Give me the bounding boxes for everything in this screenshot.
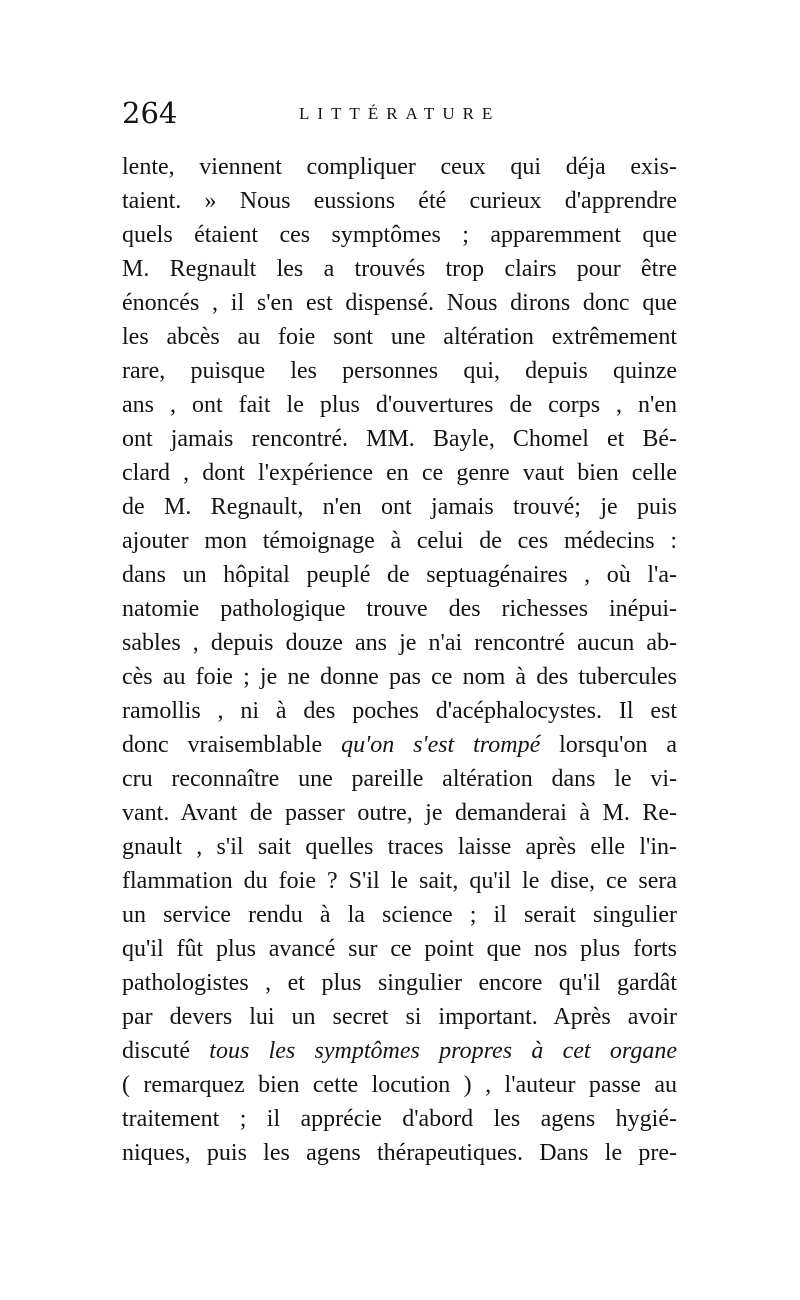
text-line: vant. Avant de passer outre, je demanderai à M. Re- [122,800,677,826]
text-line: de M. Regnault, n'en ont jamais trouvé; je puis [122,494,677,520]
page-number: 264 [122,96,178,130]
text-line: les abcès au foie sont une altération extrêmement [122,324,677,350]
text-line [122,728,677,762]
text-line: un service rendu à la science ; il serait singulier [122,902,677,928]
text-line: ajouter mon témoignage à celui de ces médecins : [122,528,677,554]
text-line: flammation du foie ? S'il le sait, qu'il le dise, ce sera [122,868,677,894]
body-text [122,150,677,1170]
text-line: ( remarquez bien cette locution ) , l'auteur passe au [122,1072,677,1098]
text-line: par devers lui un secret si important. Après avoir [122,1004,677,1030]
text-line: lente, viennent compliquer ceux qui déja exis- [122,154,677,180]
text-line: qu'il fût plus avancé sur ce point que nos plus forts [122,936,677,962]
text-line [122,1034,677,1068]
text-line: clard , dont l'expérience en ce genre vaut bien celle [122,460,677,486]
text-segment: discuté [122,1038,210,1064]
text-line: sables , depuis douze ans je n'ai rencontré aucun ab- [122,630,677,656]
text-line: quels étaient ces symptômes ; apparemment que [122,222,677,248]
text-line: pathologistes , et plus singulier encore qu'il gardât [122,970,677,996]
text-line: gnault , s'il sait quelles traces laisse après elle l'in- [122,834,677,860]
text-line: ont jamais rencontré. MM. Bayle, Chomel et Bé- [122,426,677,452]
text-line: énoncés , il s'en est dispensé. Nous dirons donc que [122,290,677,316]
text-line: M. Regnault les a trouvés trop clairs pour être [122,256,677,282]
text-line: niques, puis les agens thérapeutiques. Dans le pre- [122,1140,677,1166]
text-segment: donc vraisemblable [122,732,342,758]
italic-text: qu'on s'est trompé [341,732,541,758]
text-line: natomie pathologique trouve des richesses inépui- [122,596,677,622]
italic-text: tous les symptômes propres à cet organe [209,1038,677,1064]
text-line: ramollis , ni à des poches d'acéphalocystes. Il est [122,698,677,724]
text-line: cru reconnaître une pareille altération dans le vi- [122,766,677,792]
text-line: ans , ont fait le plus d'ouvertures de corps , n'en [122,392,677,418]
text-line: traitement ; il apprécie d'abord les agens hygié- [122,1106,677,1132]
text-line: rare, puisque les personnes qui, depuis quinze [122,358,677,384]
text-line: dans un hôpital peuplé de septuagénaires , où l'a- [122,562,677,588]
text-line: taient. » Nous eussions été curieux d'apprendre [122,188,677,214]
running-title: LITTÉRATURE [299,104,501,123]
text-segment: lorsqu'on a [540,732,677,758]
running-head [122,96,677,136]
text-line: cès au foie ; je ne donne pas ce nom à des tubercules [122,664,677,690]
